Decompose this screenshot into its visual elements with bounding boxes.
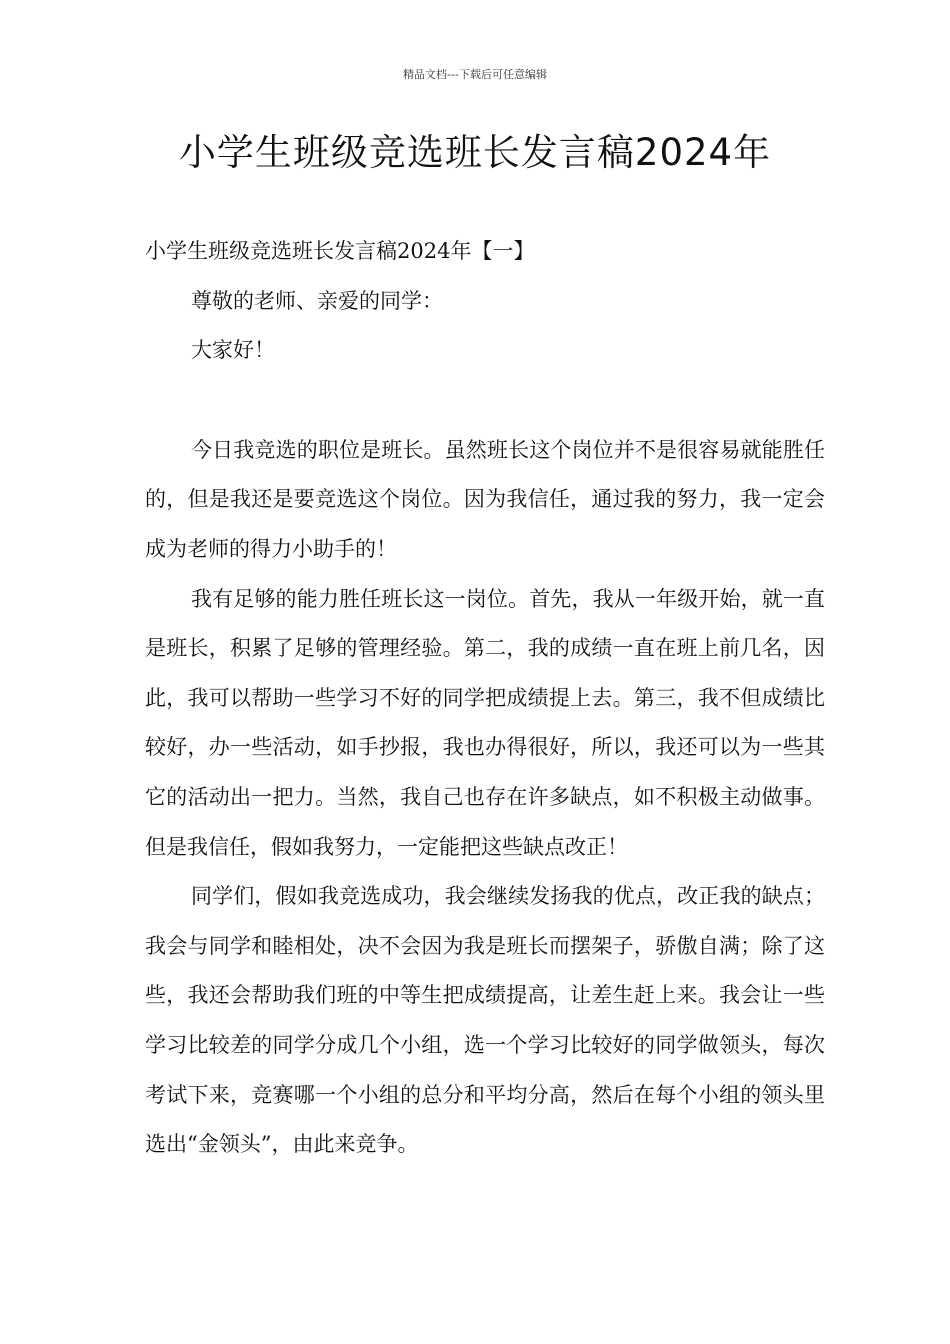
document-body [145,227,825,1170]
salutation: 尊敬的老师、亲爱的同学： [191,288,443,313]
body-paragraph: 今日我竞选的职位是班长。虽然班长这个岗位并不是很容易就能胜任的，但是我还是要竞选这个岗位。因为我信任，通过我的努力，我一定会成为老师的得力小助手的！ [145,437,825,561]
document-title: 小学生班级竞选班长发言稿2024年 [178,131,772,174]
paragraph-spacer [145,376,825,426]
header-note: 精品文档---下载后可任意编辑 [403,68,547,81]
body-paragraph: 同学们，假如我竞选成功，我会继续发扬我的优点，改正我的缺点；我会与同学和睦相处，决不会因为我是班长而摆架子，骄傲自满；除了这些，我还会帮助我们班的中等生把成绩提高，让差生赶上来。我会让一些学习比较差的同学分成几个小组，选一个学习比较好的同学做领头，每次考试下来，竞赛哪一个小组的总分和平均分高，然后在每个小组的领头里选出“金领头”，由此来竞争。 [145,884,825,1157]
body-paragraph: 我有足够的能力胜任班长这一岗位。首先，我从一年级开始，就一直是班长，积累了足够的管理经验。第二，我的成绩一直在班上前几名，因此，我可以帮助一些学习不好的同学把成绩提上去。第三，我不但成绩比较好，办一些活动，如手抄报，我也办得很好，所以，我还可以为一些其它的活动出一把力。当然，我自己也存在许多缺点，如不积极主动做事。但是我信任，假如我努力，一定能把这些缺点改正！ [145,586,825,859]
section-heading: 小学生班级竞选班长发言稿2024年【一】 [145,239,535,263]
greeting: 大家好！ [191,338,275,363]
